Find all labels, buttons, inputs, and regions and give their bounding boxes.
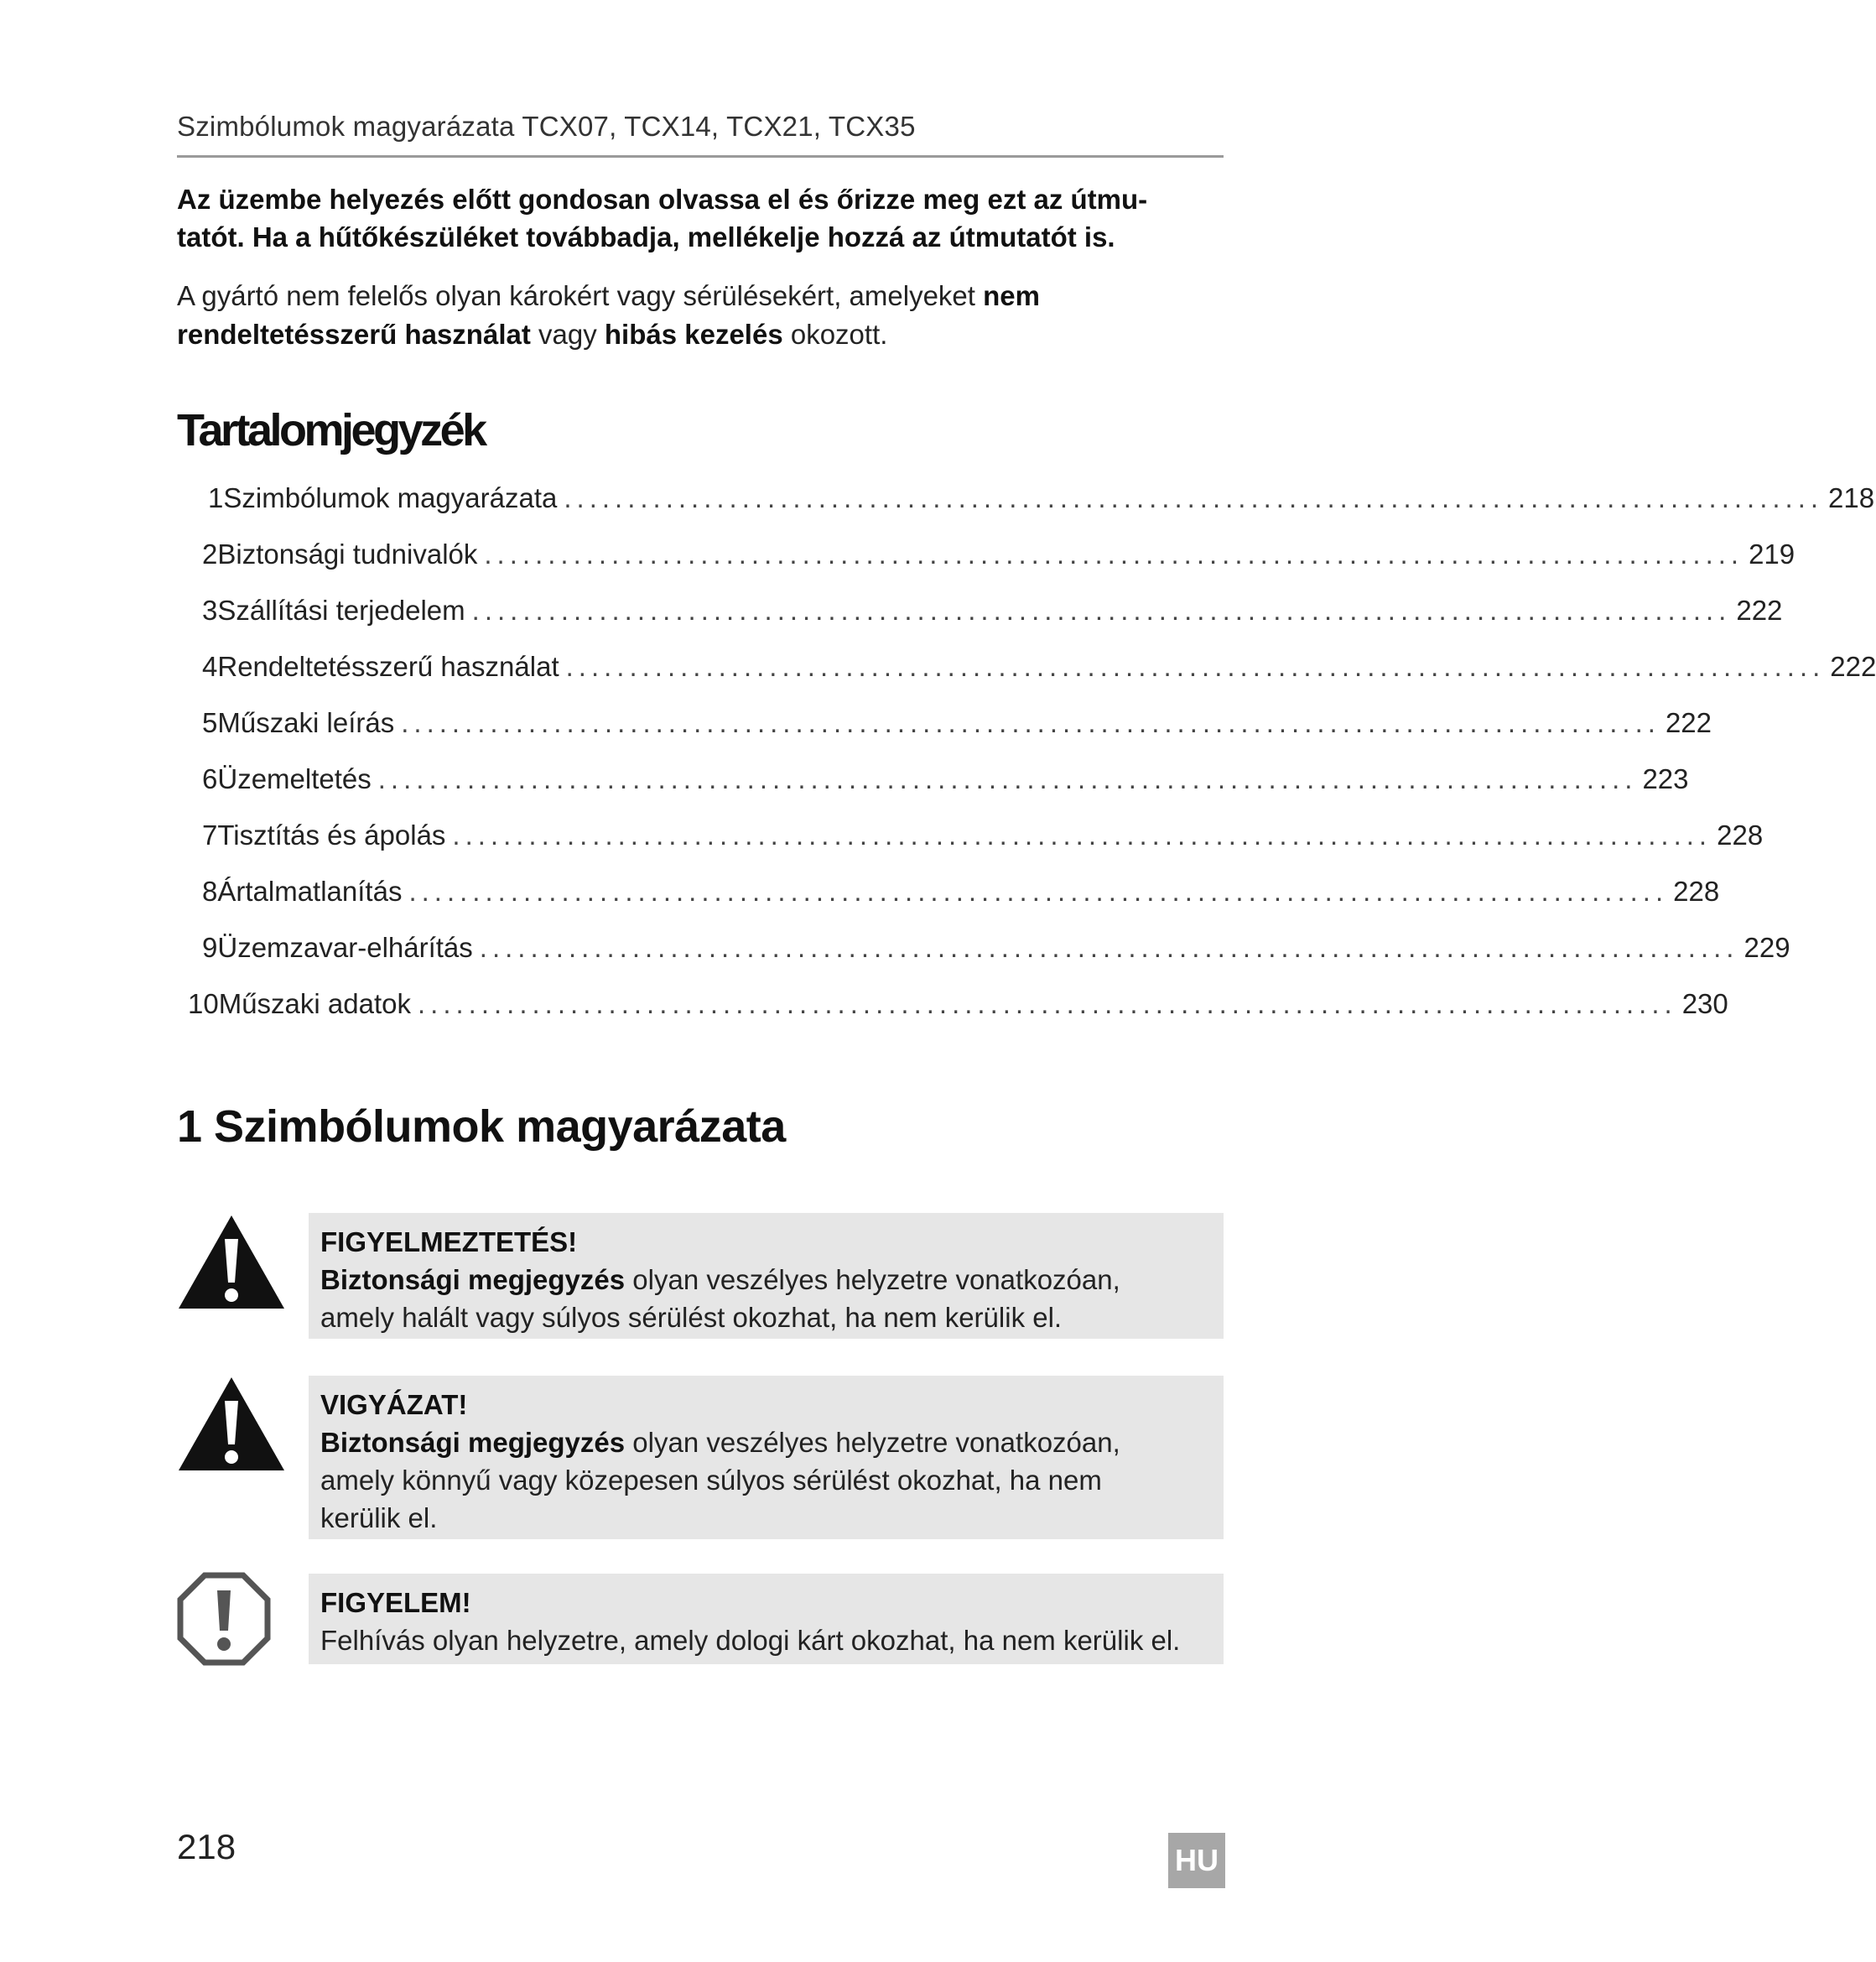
toc-page: 222 xyxy=(1665,707,1712,738)
toc-label: Szimbólumok magyarázata xyxy=(223,482,558,513)
toc-entry[interactable] xyxy=(202,539,1795,580)
toc-leader: ................................................................................................... xyxy=(565,651,1826,682)
intro-bold-line: tatót. Ha a hűtőkészüléket továbbadja, mellékelje hozzá az útmutatót is. xyxy=(177,221,1115,252)
toc-page: 228 xyxy=(1717,820,1764,851)
intro-liability xyxy=(177,277,1225,354)
intro-warning xyxy=(177,180,1225,256)
toc-entry[interactable] xyxy=(202,876,1720,918)
toc-number: 8 xyxy=(202,876,218,907)
caution-triangle-icon xyxy=(177,1376,286,1476)
intro-bold-term: hibás kezelés xyxy=(604,319,783,350)
notice-bold-term: Biztonsági megjegyzés xyxy=(320,1427,626,1458)
notice-box xyxy=(309,1574,1224,1664)
notice-text: olyan veszélyes helyzetre vonatkozóan, xyxy=(625,1427,1120,1458)
intro-text: okozott. xyxy=(782,319,888,350)
toc-page: 219 xyxy=(1749,539,1795,570)
warning-triangle-icon xyxy=(177,1214,286,1314)
toc-entry[interactable] xyxy=(202,595,1783,637)
intro-bold-term: nem xyxy=(983,280,1040,311)
toc-page: 228 xyxy=(1673,876,1720,907)
toc-entry[interactable] xyxy=(208,482,1875,524)
notice-line xyxy=(320,1261,1212,1298)
toc-page: 223 xyxy=(1642,763,1689,794)
toc-number: 6 xyxy=(202,763,218,794)
toc-number: 9 xyxy=(202,932,218,963)
toc-leader: ................................................................................................... xyxy=(377,763,1638,794)
toc-page: 230 xyxy=(1681,988,1728,1019)
toc-number: 5 xyxy=(202,707,218,738)
toc-entry[interactable] xyxy=(202,763,1689,805)
toc-entry[interactable] xyxy=(202,707,1712,749)
notice-line xyxy=(320,1423,1212,1461)
toc-leader: ................................................................................................... xyxy=(408,876,1669,907)
toc-label: Üzemeltetés xyxy=(217,763,372,794)
intro-line-2 xyxy=(177,315,1225,354)
toc-number: 3 xyxy=(202,595,218,626)
toc-leader: ................................................................................................... xyxy=(401,707,1660,738)
toc-title: Tartalomjegyzék xyxy=(177,405,485,455)
notice-text: olyan veszélyes helyzetre vonatkozóan, xyxy=(625,1264,1120,1295)
language-tab: HU xyxy=(1168,1833,1225,1888)
toc-page: 222 xyxy=(1736,595,1783,626)
toc-number: 1 xyxy=(208,482,224,513)
caution-notice xyxy=(309,1376,1224,1539)
notice-line: amely halált vagy súlyos sérülést okozhat, ha nem kerülik el. xyxy=(320,1302,1063,1333)
toc-entry[interactable] xyxy=(202,820,1764,861)
toc-entry[interactable] xyxy=(188,988,1728,1030)
section-title: 1 Szimbólumok magyarázata xyxy=(177,1101,786,1152)
toc-number: 7 xyxy=(202,820,218,851)
toc-leader: ................................................................................................... xyxy=(471,595,1732,626)
toc-label: Szállítási terjedelem xyxy=(217,595,465,626)
notice-line: kerülik el. xyxy=(320,1502,438,1533)
intro-bold-term: rendeltetésszerű használat xyxy=(177,319,531,350)
toc-leader: ................................................................................................... xyxy=(484,539,1744,570)
notice-heading: FIGYELMEZTETÉS! xyxy=(320,1226,578,1257)
intro-text: vagy xyxy=(530,319,605,350)
toc-entry[interactable] xyxy=(202,932,1790,974)
header-divider xyxy=(177,155,1224,158)
notice-heading: FIGYELEM! xyxy=(320,1587,471,1618)
notice-octagon-icon xyxy=(177,1572,271,1670)
toc-entry[interactable] xyxy=(202,651,1876,693)
toc-page: 229 xyxy=(1743,932,1790,963)
toc-page: 222 xyxy=(1830,651,1876,682)
page-number: 218 xyxy=(177,1827,236,1866)
intro-line-1 xyxy=(177,277,1225,315)
toc-leader: ................................................................................................... xyxy=(418,988,1677,1019)
notice-line: Felhívás olyan helyzetre, amely dologi kárt okozhat, ha nem kerülik el. xyxy=(320,1625,1181,1656)
toc-label: Ártalmatlanítás xyxy=(217,876,403,907)
toc-page: 218 xyxy=(1828,482,1875,513)
toc-label: Biztonsági tudnivalók xyxy=(217,539,478,570)
toc-leader: ................................................................................................... xyxy=(564,482,1824,513)
toc-label: Műszaki leírás xyxy=(217,707,395,738)
intro-text: A gyártó nem felelős olyan károkért vagy sérülésekért, amelyeket xyxy=(177,280,984,311)
toc-label: Rendeltetésszerű használat xyxy=(217,651,559,682)
notice-bold-term: Biztonsági megjegyzés xyxy=(320,1264,626,1295)
notice-heading: VIGYÁZAT! xyxy=(320,1389,468,1420)
toc-number: 4 xyxy=(202,651,218,682)
running-header: Szimbólumok magyarázata TCX07, TCX14, TCX21, TCX35 xyxy=(177,111,916,142)
toc-leader: ................................................................................................... xyxy=(479,932,1739,963)
toc-number: 2 xyxy=(202,539,218,570)
toc-label: Tisztítás és ápolás xyxy=(217,820,446,851)
toc-label: Üzemzavar-elhárítás xyxy=(217,932,473,963)
toc-number: 10 xyxy=(188,988,219,1019)
intro-bold-line: Az üzembe helyezés előtt gondosan olvassa el és őrizze meg ezt az útmu- xyxy=(177,184,1148,215)
toc-leader: ................................................................................................... xyxy=(452,820,1712,851)
notice-line: amely könnyű vagy közepesen súlyos sérülést okozhat, ha nem xyxy=(320,1465,1102,1496)
toc-label: Műszaki adatok xyxy=(218,988,411,1019)
warning-notice xyxy=(309,1213,1224,1339)
